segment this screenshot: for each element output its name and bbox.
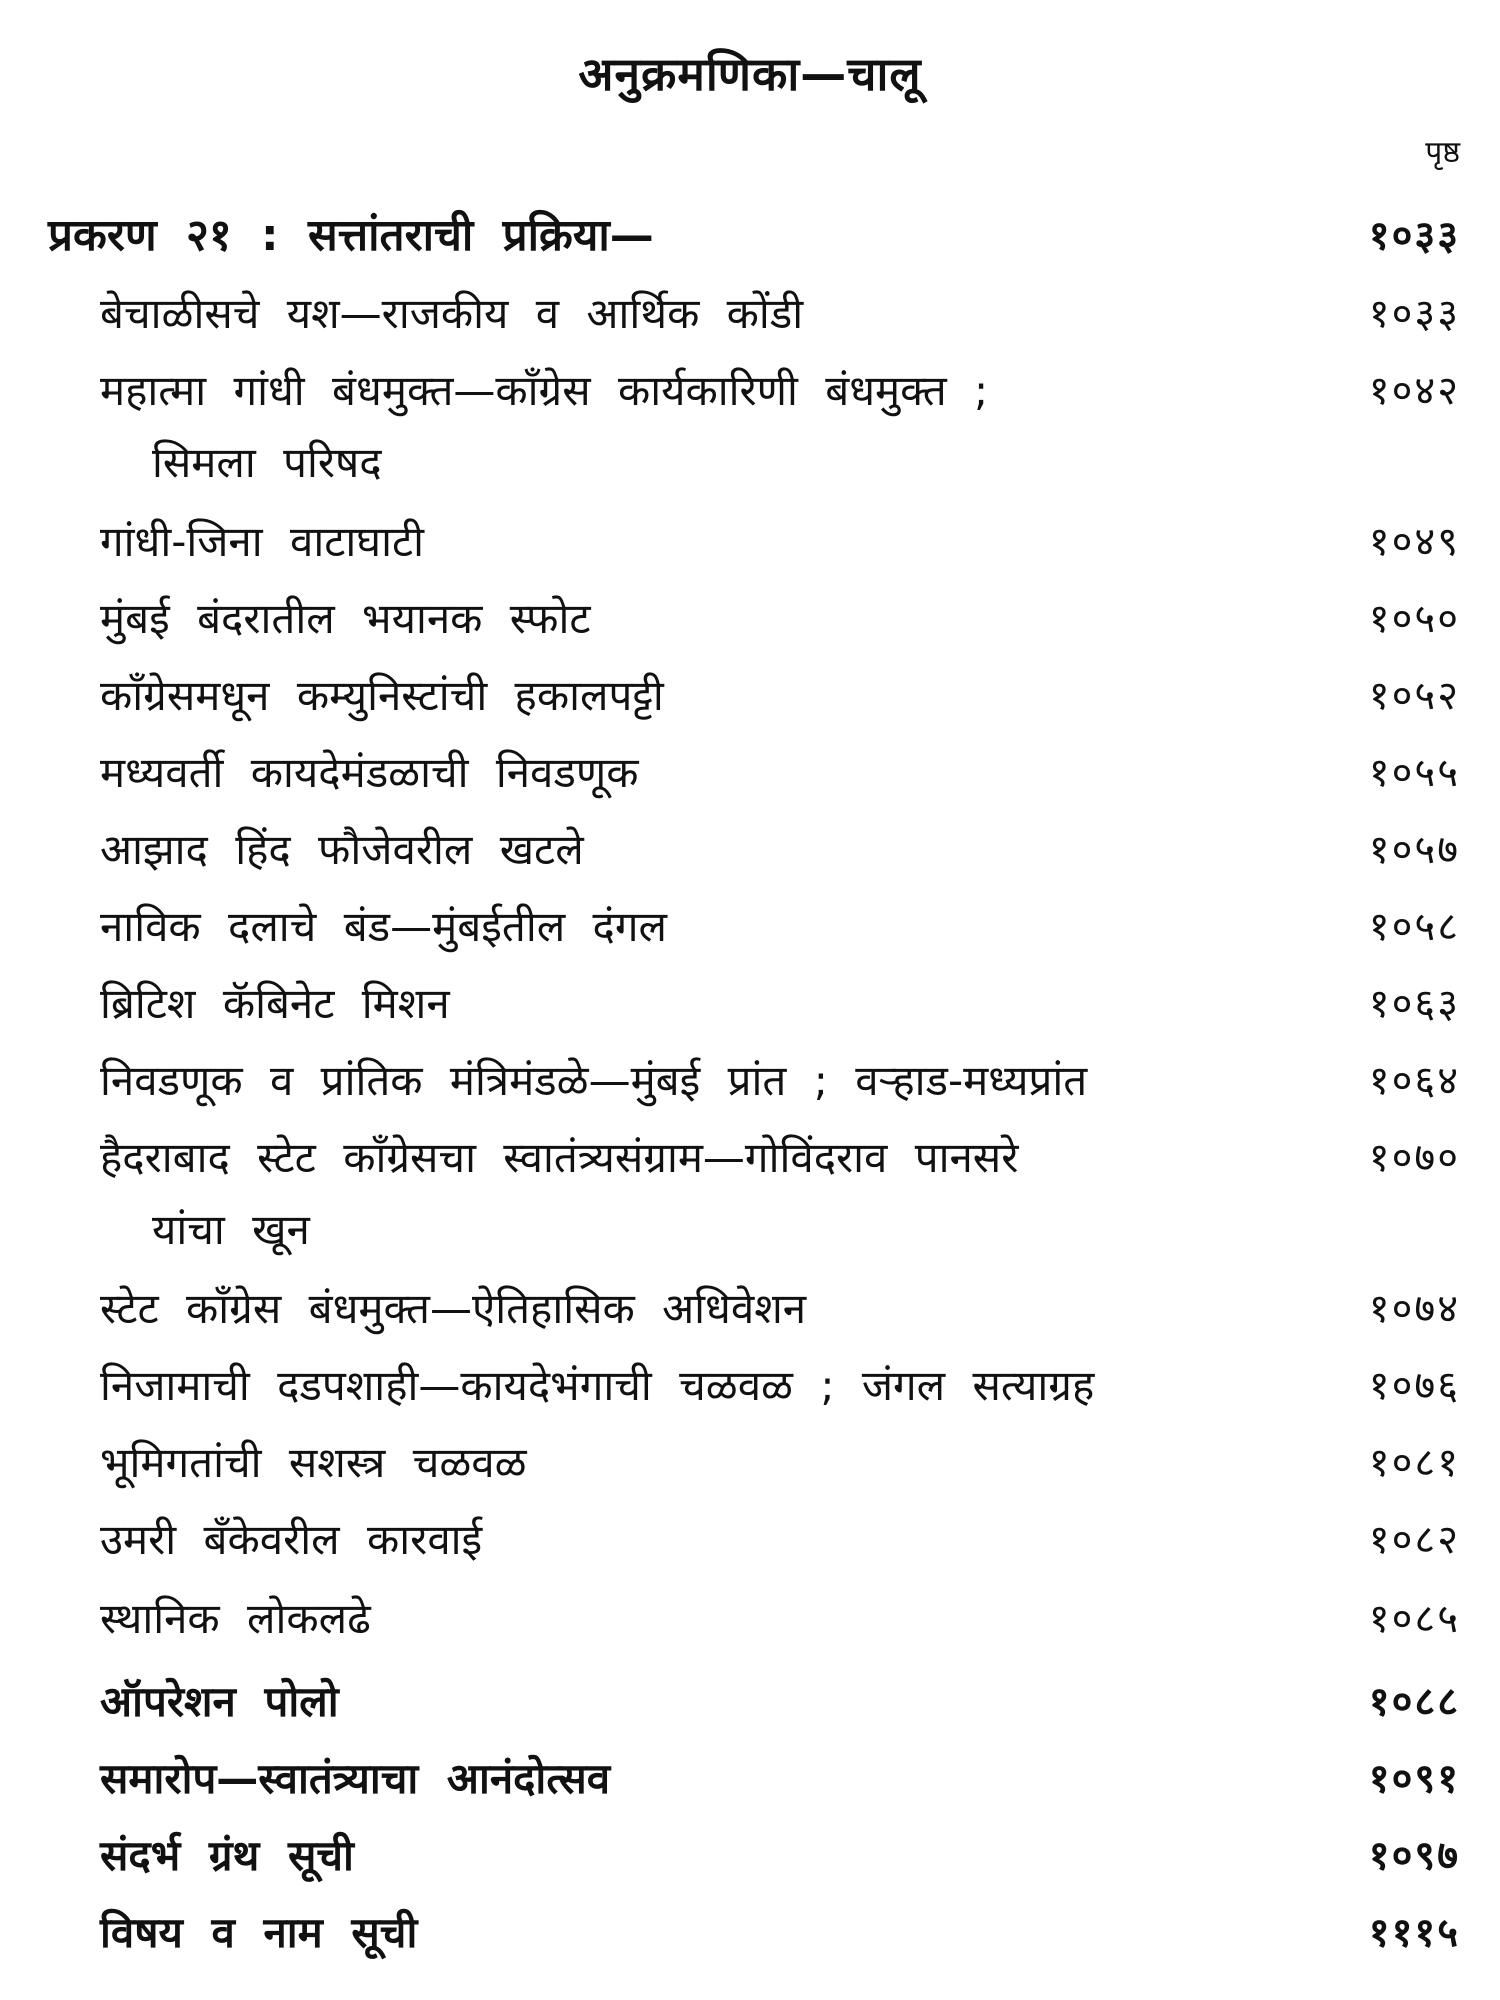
toc-entry-title: बेचाळीसचे यश—राजकीय व आर्थिक कोंडी xyxy=(100,289,804,338)
chapter-page: १०३३ xyxy=(1368,213,1460,259)
toc-entry-page: १०६३ xyxy=(1368,981,1460,1027)
toc-entry-title: नाविक दलाचे बंड—मुंबईतील दंगल xyxy=(100,902,667,951)
toc-entry-title: निजामाची दडपशाही—कायदेभंगाची चळवळ ; जंगल सत्याग्रह xyxy=(100,1361,1095,1410)
toc-section-page: १०९१ xyxy=(1368,1756,1460,1802)
toc-section-title: संदर्भ ग्रंथ सूची xyxy=(100,1831,354,1880)
toc-entry-title: स्टेट काँग्रेस बंधमुक्त—ऐतिहासिक अधिवेशन xyxy=(100,1284,807,1333)
toc-entry-title: मुंबई बंदरातील भयानक स्फोट xyxy=(100,594,591,643)
toc-entry-title-line1: हैदराबाद स्टेट काँग्रेसचा स्वातंत्र्यसंग्राम—गोविंदराव पानसरे xyxy=(100,1133,1019,1182)
toc-entry-title: भूमिगतांची सशस्त्र चळवळ xyxy=(100,1438,527,1487)
toc-entry-title: मध्यवर्ती कायदेमंडळाची निवडणूक xyxy=(100,748,639,797)
toc-entry-page: १०७४ xyxy=(1368,1286,1460,1332)
toc-entry-page: १०७६ xyxy=(1368,1363,1460,1409)
toc-entry-page: १०८२ xyxy=(1368,1517,1460,1563)
toc-entry-page: १०५० xyxy=(1368,596,1460,642)
toc-section-title: विषय व नाम सूची xyxy=(100,1908,418,1957)
toc-entry-page: १०४२ xyxy=(1368,368,1460,414)
toc-entry-page: १०८५ xyxy=(1368,1596,1460,1642)
toc-entry-title xyxy=(100,1122,1018,1266)
toc-entry-page: १०४९ xyxy=(1368,519,1460,565)
toc-section-page: १११५ xyxy=(1368,1910,1460,1956)
toc-entry-page: १०५५ xyxy=(1368,750,1460,796)
toc-section-title: ऑपरेशन पोलो xyxy=(100,1677,339,1726)
toc-entry-title: निवडणूक व प्रांतिक मंत्रिमंडळे—मुंबई प्रांत ; वऱ्हाड-मध्यप्रांत xyxy=(100,1056,1088,1105)
toc-section-page: १०९७ xyxy=(1368,1833,1460,1879)
toc-entry-page: १०३३ xyxy=(1368,291,1460,337)
toc-entry-page: १०६४ xyxy=(1368,1058,1460,1104)
page-column-label: पृष्ठ xyxy=(1425,135,1460,170)
toc-entry-page: १०५२ xyxy=(1368,673,1460,719)
toc-entry-title-line2: यांचा खून xyxy=(152,1205,310,1254)
toc-entry-title: स्थानिक लोकलढे xyxy=(100,1594,371,1643)
toc-entry-title: गांधी-जिना वाटाघाटी xyxy=(100,517,424,566)
page-title: अनुक्रमणिका—चालू xyxy=(578,47,922,101)
toc-entry-title-line1: महात्मा गांधी बंधमुक्त—काँग्रेस कार्यकारिणी बंधमुक्त ; xyxy=(100,366,989,415)
toc-entry-title: आझाद हिंद फौजेवरील खटले xyxy=(100,825,584,874)
chapter-title: प्रकरण २१ : सत्तांतराची प्रक्रिया— xyxy=(48,210,654,261)
toc-entry-page: १०५७ xyxy=(1368,827,1460,873)
toc-entry-page: १०५८ xyxy=(1368,904,1460,950)
toc-entry-title xyxy=(100,355,988,499)
toc-section-page: १०८८ xyxy=(1368,1679,1460,1725)
toc-entry-title: ब्रिटिश कॅबिनेट मिशन xyxy=(100,979,450,1028)
toc-entry-title: काँग्रेसमधून कम्युनिस्टांची हकालपट्टी xyxy=(100,671,664,720)
toc-entry-page: १०८१ xyxy=(1368,1440,1460,1486)
toc-entry-page: १०७० xyxy=(1368,1135,1460,1181)
toc-section-title: समारोप—स्वातंत्र्याचा आनंदोत्सव xyxy=(100,1754,611,1803)
toc-entry-title: उमरी बँकेवरील कारवाई xyxy=(100,1515,483,1564)
toc-entry-title-line2: सिमला परिषद xyxy=(152,438,382,487)
